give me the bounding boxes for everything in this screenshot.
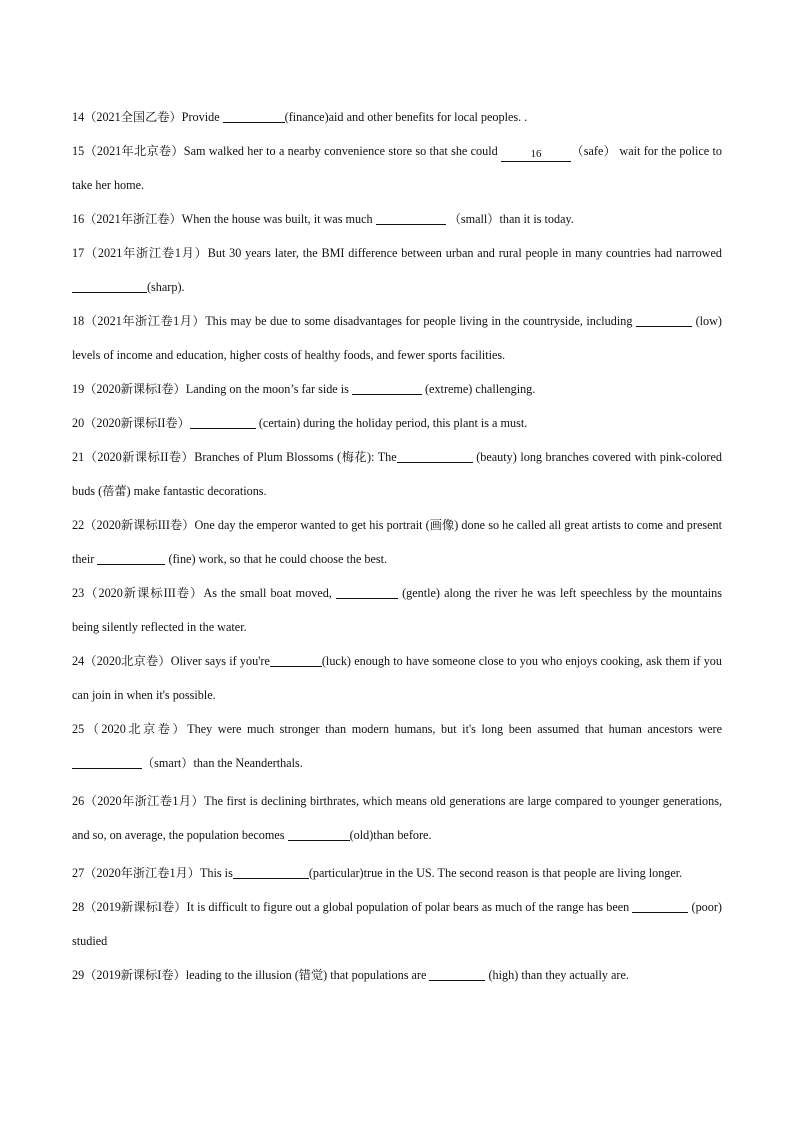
exercise-text-before: 15（2021年北京卷）Sam walked her to a nearby convenience store so that she could bbox=[72, 144, 502, 158]
exercise-text-after: (sharp). bbox=[147, 280, 185, 294]
exercise-text-after: （small）than it is today. bbox=[445, 212, 574, 226]
exercise-text-before: 26（2020年浙江卷1月）The first is declining birthrates, which means old generations are large compared to younger generations, and so, on average, the population becomes bbox=[72, 794, 722, 842]
exercise-text-before: 29（2019新课标I卷）leading to the illusion (错觉) that populations are bbox=[72, 968, 430, 982]
exercise-text-after: (gentle) along the river he was left speechless by the mountains being silently reflected in the water. bbox=[72, 586, 722, 634]
exercise-item bbox=[72, 890, 722, 958]
exercise-item bbox=[72, 372, 722, 406]
exercise-text-before: 20（2020新课标II卷） bbox=[72, 416, 190, 430]
exercise-text-after: (low) levels of income and education, higher costs of healthy foods, and fewer sports facilities. bbox=[72, 314, 722, 362]
exercise-text-after: （smart）than the Neanderthals. bbox=[142, 756, 303, 770]
exercise-item bbox=[72, 784, 722, 852]
exercise-text-after: (particular)true in the US. The second reason is that people are living longer. bbox=[308, 866, 683, 880]
exercise-text-before: 19（2020新课标I卷）Landing on the moon’s far side is bbox=[72, 382, 352, 396]
answer-blank[interactable] bbox=[429, 966, 485, 981]
answer-blank[interactable] bbox=[376, 210, 446, 225]
exercise-item bbox=[72, 236, 722, 304]
answer-blank[interactable] bbox=[288, 826, 350, 841]
exercise-item bbox=[72, 576, 722, 644]
exercise-text-after: (certain) during the holiday period, this plant is a must. bbox=[255, 416, 528, 430]
exercise-item bbox=[72, 406, 722, 440]
answer-blank[interactable] bbox=[223, 108, 285, 123]
exercise-text-before: 17（2021年浙江卷1月）But 30 years later, the BMI difference between urban and rural people in many countries had narrowed bbox=[72, 246, 722, 260]
exercise-text-after: （safe） wait for the police to take her home. bbox=[72, 144, 722, 192]
exercise-text-after: (poor) studied bbox=[72, 900, 722, 948]
exercise-item bbox=[72, 508, 722, 576]
exercise-text-before: 24（2020北京卷）Oliver says if you're bbox=[72, 654, 270, 668]
exercise-text-after: (luck) enough to have someone close to you who enjoys cooking, ask them if you can join in when it's possible. bbox=[72, 654, 722, 702]
exercise-text-after: (finance)aid and other benefits for local peoples. . bbox=[284, 110, 528, 124]
exercise-text-after: (fine) work, so that he could choose the best. bbox=[165, 552, 388, 566]
exercise-item bbox=[72, 644, 722, 712]
answer-blank[interactable] bbox=[190, 414, 256, 429]
exercise-text-before: 27（2020年浙江卷1月）This is bbox=[72, 866, 233, 880]
exercise-text-before: 21（2020新课标II卷）Branches of Plum Blossoms (梅花): The bbox=[72, 450, 397, 464]
exercise-item bbox=[72, 134, 722, 202]
exercise-item bbox=[72, 958, 722, 992]
exercise-text-before: 25（2020北京卷）They were much stronger than modern humans, but it's long been assumed that human ancestors were bbox=[72, 722, 722, 736]
exercise-item bbox=[72, 100, 722, 134]
answer-blank[interactable] bbox=[352, 380, 422, 395]
answer-blank[interactable] bbox=[72, 754, 142, 769]
answer-blank[interactable] bbox=[397, 448, 473, 463]
exercise-item bbox=[72, 202, 722, 236]
exercise-item bbox=[72, 440, 722, 508]
exercise-item bbox=[72, 304, 722, 372]
exercise-text-before: 16（2021年浙江卷）When the house was built, it was much bbox=[72, 212, 376, 226]
exercise-text-after: (beauty) long branches covered with pink-colored buds (蓓蕾) make fantastic decorations. bbox=[72, 450, 722, 498]
exercise-item bbox=[72, 712, 722, 780]
exercise-text-after: (old)than before. bbox=[349, 828, 432, 842]
exercise-text-after: (high) than they actually are. bbox=[485, 968, 629, 982]
exercise-text-after: (extreme) challenging. bbox=[421, 382, 536, 396]
exercise-text-before: 18（2021年浙江卷1月）This may be due to some disadvantages for people living in the countryside, including bbox=[72, 314, 637, 328]
exercise-text-before: 28（2019新课标I卷）It is difficult to figure out a global population of polar bears as much of the range has been bbox=[72, 900, 633, 914]
exercise-text-before: 22（2020新课标III卷）One day the emperor wanted to get his portrait (画像) done so he called all great artists to come and present their bbox=[72, 518, 722, 566]
answer-blank[interactable]: 16 bbox=[501, 147, 571, 162]
answer-blank[interactable] bbox=[72, 278, 147, 293]
answer-blank[interactable] bbox=[636, 312, 692, 327]
exercise-item bbox=[72, 856, 722, 890]
answer-blank[interactable] bbox=[97, 550, 165, 565]
answer-blank[interactable] bbox=[336, 584, 398, 599]
answer-blank[interactable] bbox=[270, 652, 322, 667]
answer-blank[interactable] bbox=[233, 864, 309, 879]
exercise-text-before: 23（2020新课标III卷）As the small boat moved, bbox=[72, 586, 336, 600]
answer-blank[interactable] bbox=[632, 898, 688, 913]
exercise-list bbox=[72, 100, 722, 992]
exercise-text-before: 14（2021全国乙卷）Provide bbox=[72, 110, 223, 124]
